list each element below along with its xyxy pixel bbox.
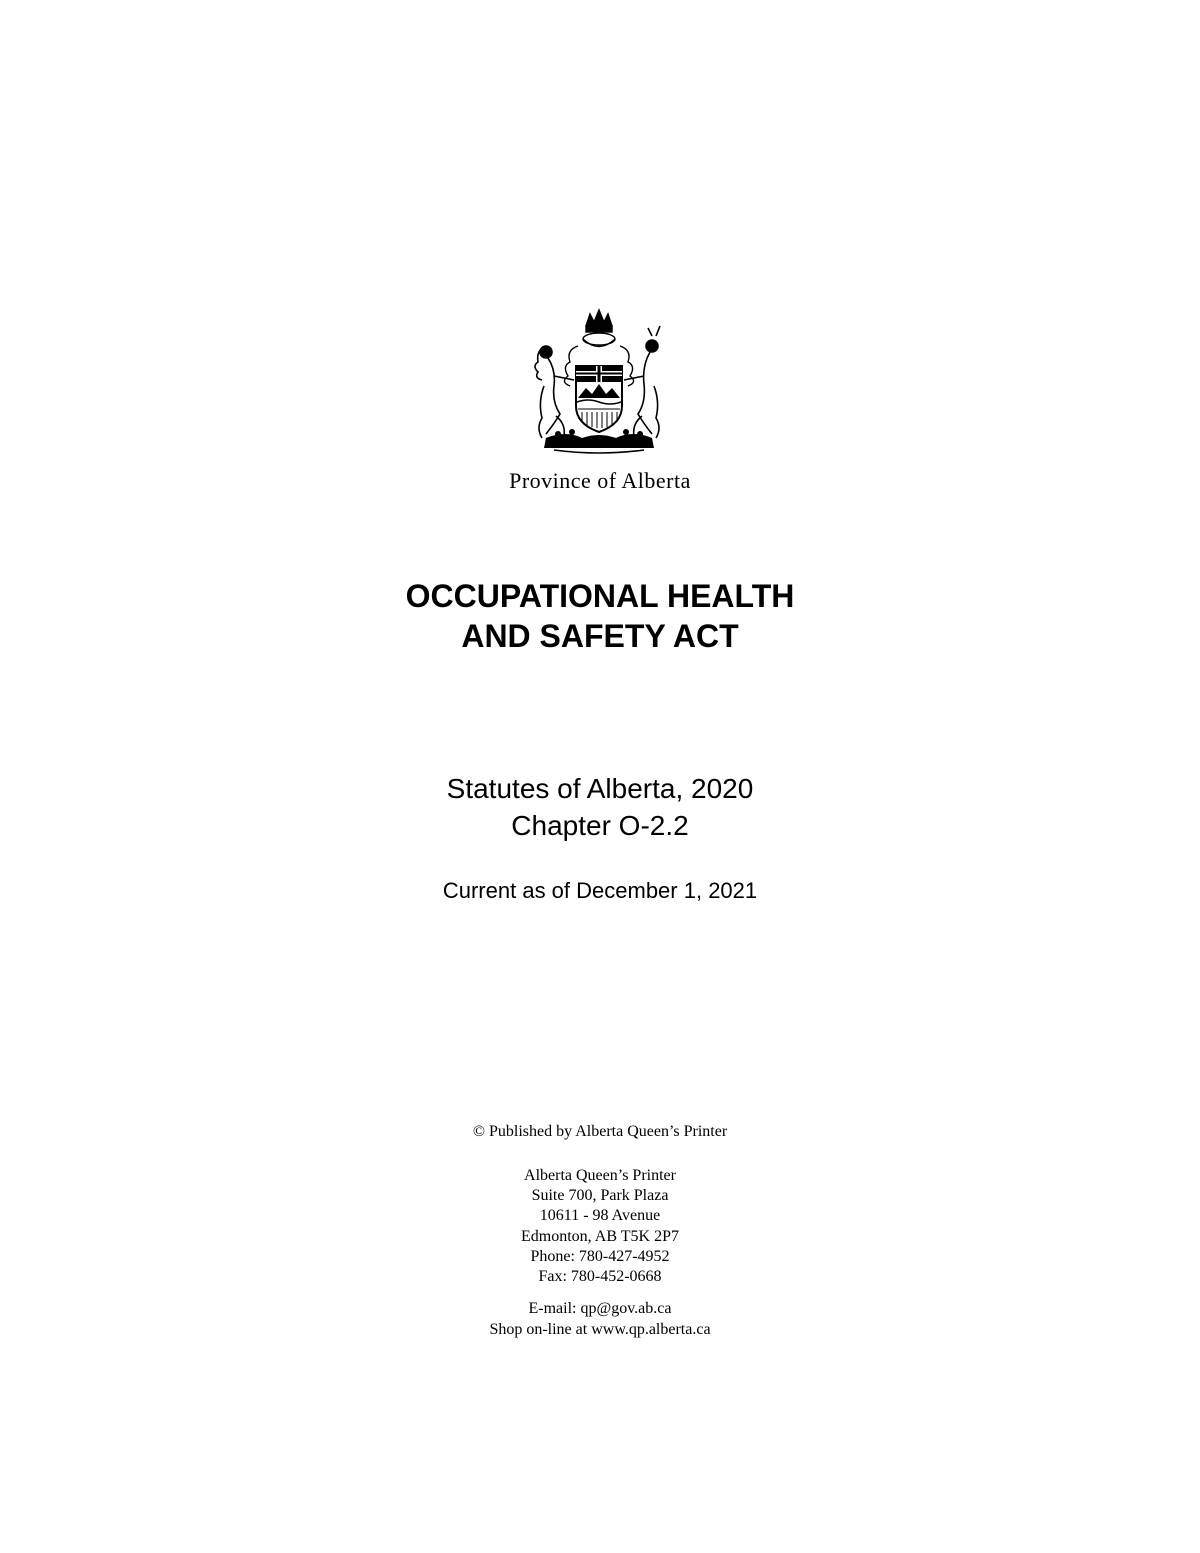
publisher-address: [0, 1166, 1200, 1287]
address-line: Suite 700, Park Plaza: [531, 1187, 669, 1205]
statute-year: Statutes of Alberta, 2020: [446, 773, 754, 804]
publisher-contact: [0, 1299, 1200, 1340]
shop-online-link: Shop on-line at www.qp.alberta.ca: [489, 1320, 711, 1338]
act-title: [0, 576, 1200, 656]
address-line: Alberta Queen’s Printer: [524, 1167, 676, 1184]
address-line: Edmonton, AB T5K 2P7: [521, 1227, 679, 1245]
statute-citation: [0, 770, 1200, 844]
publisher-notice: © Published by Alberta Queen’s Printer: [472, 1123, 728, 1140]
act-title-line-1: OCCUPATIONAL HEALTH: [405, 578, 795, 614]
alberta-coat-of-arms-icon: [526, 306, 672, 456]
province-name: Province of Alberta: [509, 468, 691, 493]
current-as-of: Current as of December 1, 2021: [442, 878, 758, 903]
statute-chapter: Chapter O-2.2: [511, 810, 689, 841]
address-line: 10611 - 98 Avenue: [539, 1207, 661, 1225]
phone-number: Phone: 780-427-4952: [530, 1247, 670, 1265]
fax-number: Fax: 780-452-0668: [538, 1268, 662, 1286]
email-address: E-mail: qp@gov.ab.ca: [528, 1300, 672, 1317]
act-title-line-2: AND SAFETY ACT: [461, 618, 739, 654]
